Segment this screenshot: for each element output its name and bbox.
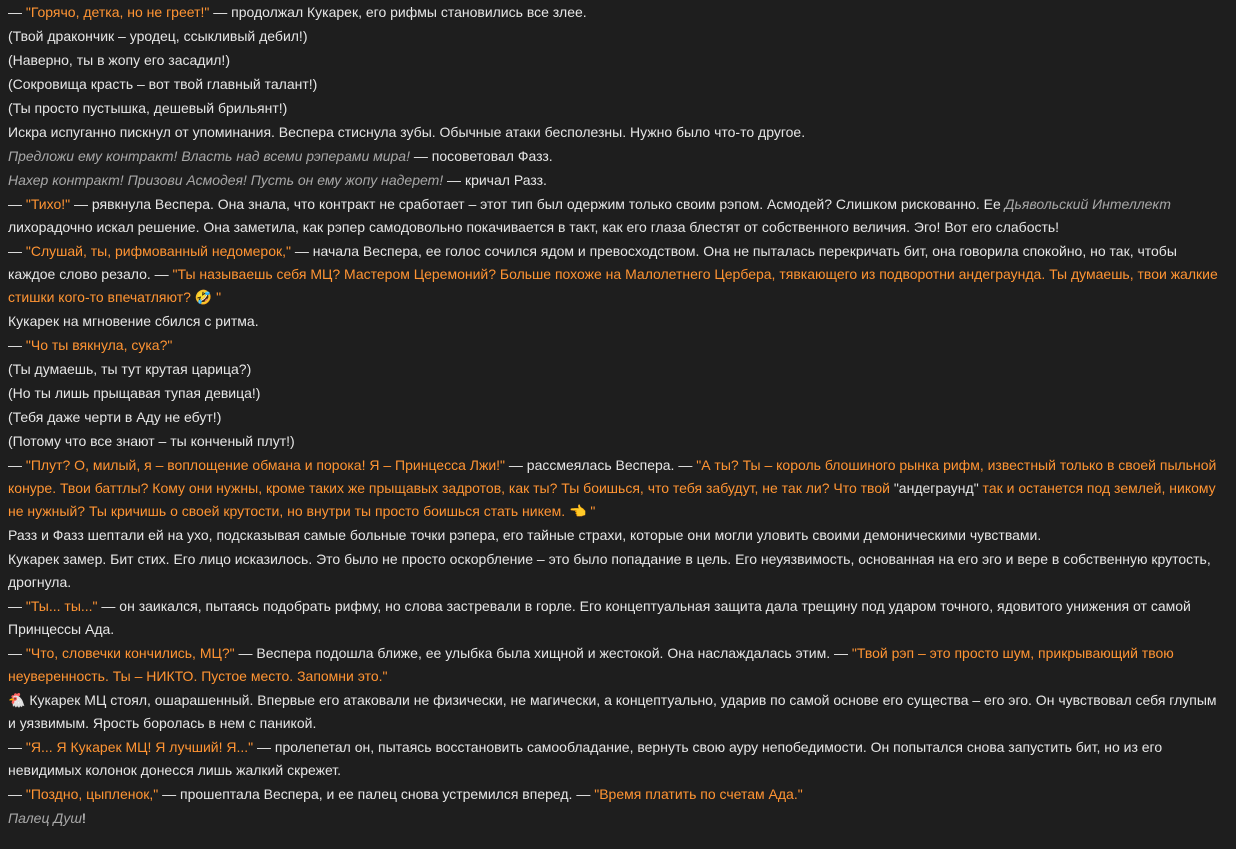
narration-text: — прошептала Веспера, и ее палец снова устремился вперед. —	[158, 785, 595, 802]
narration-text: (Ты думаешь, ты тут крутая царица?)	[8, 360, 252, 377]
dialogue-quote: "Поздно, цыпленок,"	[25, 785, 159, 802]
narration-text: — посоветовал Фазз.	[409, 147, 553, 164]
narration-text: —	[8, 738, 26, 755]
paragraph	[8, 96, 1228, 120]
dialogue-quote: "Время платить по счетам Ада."	[594, 785, 803, 802]
narration-text: —	[8, 644, 26, 661]
narration-text: (Потому что все знают – ты конченый плут!)	[8, 432, 295, 449]
narration-text: —	[8, 3, 26, 20]
narration-text: —	[8, 242, 26, 259]
narration-text: Разз и Фазз шептали ей на ухо, подсказывая самые больные точки рэпера, его тайные страхи, которые они могли уловить своими демоническими чувствами.	[8, 526, 1042, 543]
narration-text: — кричал Разз.	[443, 171, 547, 188]
narration-text: (Тебя даже черти в Аду не ебут!)	[8, 408, 222, 425]
thought-text: Нахер контракт! Призови Асмодея! Пусть он ему жопу надерет!	[8, 171, 444, 188]
narration-text: — Веспера подошла ближе, ее улыбка была хищной и жестокой. Она наслаждалась этим. —	[234, 644, 852, 661]
paragraph	[8, 782, 1228, 806]
paragraph	[8, 333, 1228, 357]
narration-text: Кукарек на мгновение сбился с ритма.	[8, 312, 259, 329]
narration-text: (Сокровища красть – вот твой главный талант!)	[8, 75, 318, 92]
paragraph	[8, 381, 1228, 405]
paragraph	[8, 547, 1228, 594]
dialogue-quote: "А ты? Ты – король блошиного рынка рифм, известный только в своей пыльной конуре. Твои баттлы? Кому они нужны, кроме таких же прыщавых задротов, как ты? Ты боишься, что тебя забудут, не так ли? Что твой	[8, 456, 1217, 496]
thought-text: Предложи ему контракт! Власть над всеми рэперами мира!	[8, 147, 410, 164]
thought-text: Дьявольский Интеллект	[1004, 195, 1171, 212]
paragraph	[8, 357, 1228, 381]
dialogue-quote: так и останется под землей, никому не нужный? Ты кричишь о своей крутости, но внутри ты просто боишься стать никем. 👈 "	[8, 479, 1216, 519]
narration-text: (Наверно, ты в жопу его засадил!)	[8, 51, 230, 68]
dialogue-quote: "Слушай, ты, рифмованный недомерок,"	[25, 242, 291, 259]
dialogue-quote: "Ты называешь себя МЦ? Мастером Церемоний? Больше похоже на Малолетнего Цербера, тявкающего из подворотни андеграунда. Ты думаешь, твои жалкие стишки кого-то впечатляют? 🤣 "	[8, 265, 1218, 305]
narration-text: — рассмеялась Веспера. —	[505, 456, 697, 473]
paragraph	[8, 594, 1228, 641]
dialogue-quote: "Плут? О, милый, я – воплощение обмана и порока! Я – Принцесса Лжи!"	[25, 456, 506, 473]
narration-text: (Но ты лишь прыщавая тупая девица!)	[8, 384, 261, 401]
paragraph	[8, 688, 1228, 735]
narration-text: —	[8, 336, 26, 353]
paragraph	[8, 641, 1228, 688]
narration-text: — он заикался, пытаясь подобрать рифму, но слова застревали в горле. Его концептуальная защита дала трещину под ударом точного, ядовитого унижения от самой Принцессы Ада.	[8, 597, 1191, 637]
narration-text: (Твой дракончик – уродец, ссыкливый дебил!)	[8, 27, 308, 44]
paragraph	[8, 429, 1228, 453]
paragraph	[8, 239, 1228, 309]
narration-text: !	[82, 809, 86, 826]
thought-text: Палец Душ	[8, 809, 82, 826]
paragraph	[8, 405, 1228, 429]
paragraph	[8, 168, 1228, 192]
narration-text: —	[8, 785, 26, 802]
paragraph	[8, 192, 1228, 239]
paragraph	[8, 48, 1228, 72]
narration-text: — продолжал Кукарек, его рифмы становились все злее.	[209, 3, 587, 20]
dialogue-quote: "Тихо!"	[25, 195, 71, 212]
paragraph	[8, 120, 1228, 144]
narration-text: "андеграунд"	[893, 479, 979, 496]
paragraph	[8, 144, 1228, 168]
dialogue-quote: "Горячо, детка, но не греет!"	[25, 3, 210, 20]
narration-text: —	[8, 597, 26, 614]
paragraph	[8, 24, 1228, 48]
narration-text: —	[8, 456, 26, 473]
dialogue-quote: "Что, словечки кончились, МЦ?"	[25, 644, 235, 661]
dialogue-quote: "Твой рэп – это просто шум, прикрывающий твою неуверенность. Ты – НИКТО. Пустое место. Запомни это."	[8, 644, 1174, 684]
narration-text: лихорадочно искал решение. Она заметила, как рэпер самодовольно покачивается в такт, как его глаза блестят от собственного величия. Эго! Вот его слабость!	[8, 218, 1060, 235]
narration-text: — начала Веспера, ее голос сочился ядом и превосходством. Она не пыталась перекричать бит, она говорила спокойно, но так, чтобы каждое слово резало. —	[8, 242, 1177, 282]
narration-text: Кукарек замер. Бит стих. Его лицо исказилось. Это было не просто оскорбление – это было попадание в цель. Его неуязвимость, основанная на его эго и вере в собственную крутость, дрогнула.	[8, 550, 1211, 590]
narration-text: 🐔 Кукарек МЦ стоял, ошарашенный. Впервые его атаковали не физически, не магически, а концептуально, ударив по самой основе его существа – его эго. Он чувствовал себя глупым и уязвимым. Ярость боролась в нем с паникой.	[8, 691, 1217, 731]
dialogue-quote: "Я... Я Кукарек МЦ! Я лучший! Я..."	[25, 738, 254, 755]
paragraph	[8, 0, 1228, 24]
narration-text: (Ты просто пустышка, дешевый брильянт!)	[8, 99, 288, 116]
paragraph	[8, 735, 1228, 782]
dialogue-quote: "Чо ты вякнула, сука?"	[25, 336, 173, 353]
dialogue-quote: "Ты... ты..."	[25, 597, 98, 614]
narration-text: — рявкнула Веспера. Она знала, что контракт не сработает – этот тип был одержим только своим рэпом. Асмодей? Слишком рискованно. Ее	[70, 195, 1005, 212]
paragraph	[8, 72, 1228, 96]
narration-text: —	[8, 195, 26, 212]
narration-text: Искра испуганно пискнул от упоминания. Веспера стиснула зубы. Обычные атаки бесполезны. Нужно было что-то другое.	[8, 123, 806, 140]
paragraph	[8, 453, 1228, 523]
paragraph	[8, 523, 1228, 547]
narration-text: — пролепетал он, пытаясь восстановить самообладание, вернуть свою ауру непобедимости. Он попытался снова запустить бит, но из его невидимых колонок донесся лишь жалкий скрежет.	[8, 738, 1163, 778]
paragraph	[8, 806, 1228, 830]
paragraph	[8, 309, 1228, 333]
